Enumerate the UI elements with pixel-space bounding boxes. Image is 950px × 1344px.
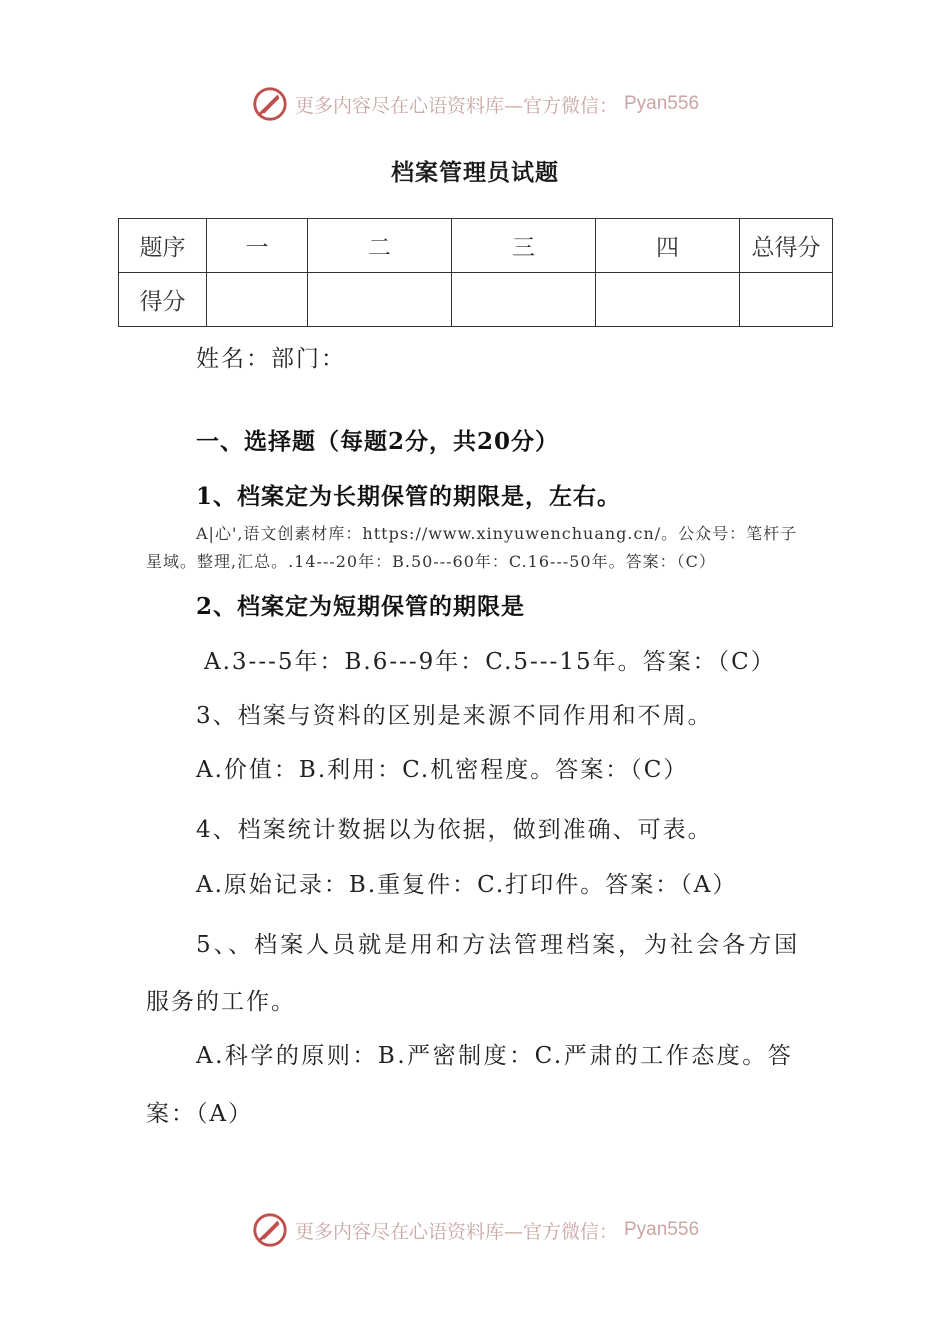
banner-text: 更多内容尽在心语资料库—官方微信：	[294, 1220, 618, 1243]
question-5-options-line2: 案：（A）	[146, 1101, 254, 1127]
question-2-options: A.3---5年：B.6---9年：C.5---15年。答案：（C）	[204, 649, 776, 675]
score-cell[interactable]	[207, 273, 308, 327]
page-title: 档案管理员试题	[391, 159, 559, 186]
question-3-stem: 3、档案与资料的区别是来源不同作用和不周。	[196, 703, 713, 729]
header-cell: 总得分	[740, 219, 833, 273]
question-1-options-line1: A|心',语文创素材库：https://www.xinyuwenchuang.cn/。公众号：笔杆子	[196, 524, 798, 543]
question-3-options: A.价值：B.利用：C.机密程度。答案：（C）	[196, 757, 689, 783]
header-cell: 题序	[119, 219, 207, 273]
header-banner	[0, 80, 950, 128]
question-4-stem: 4、档案统计数据以为依据，做到准确、可表。	[196, 817, 713, 843]
row-label-cell: 得分	[119, 273, 207, 327]
banner-wechat-id: Pyan556	[624, 1219, 700, 1240]
quill-logo-icon	[251, 85, 289, 123]
question-1-options-line2: 星域。整理,汇总。.14---20年：B.50---60年：C.16---50年。答案：（C）	[146, 552, 716, 571]
score-cell[interactable]	[308, 273, 452, 327]
score-table	[118, 218, 833, 327]
section-heading: 一、选择题（每题2分，共20分）	[196, 428, 560, 455]
question-5-stem-line2: 服务的工作。	[146, 989, 296, 1015]
banner-text: 更多内容尽在心语资料库—官方微信：	[294, 94, 618, 117]
question-5-options-line1: A.科学的原则：B.严密制度：C.严肃的工作态度。答	[196, 1043, 794, 1069]
question-2-stem: 2、档案定为短期保管的期限是	[196, 593, 526, 620]
header-cell: 四	[596, 219, 740, 273]
header-cell: 三	[452, 219, 596, 273]
quill-logo-icon	[251, 1211, 289, 1249]
score-cell[interactable]	[596, 273, 740, 327]
score-cell[interactable]	[452, 273, 596, 327]
name-department-line: 姓名：部门：	[196, 346, 346, 372]
header-cell: 二	[308, 219, 452, 273]
header-cell: 一	[207, 219, 308, 273]
score-cell[interactable]	[740, 273, 833, 327]
footer-banner	[0, 1206, 950, 1254]
question-1-stem: 1、档案定为长期保管的期限是，左右。	[196, 483, 622, 510]
question-5-stem-line1: 5、、档案人员就是用和方法管理档案，为社会各方国	[196, 932, 801, 958]
score-table-header-row	[119, 219, 833, 273]
score-table-score-row	[119, 273, 833, 327]
question-4-options: A.原始记录：B.重复件：C.打印件。答案：（A）	[196, 872, 738, 898]
banner-wechat-id: Pyan556	[624, 93, 700, 114]
